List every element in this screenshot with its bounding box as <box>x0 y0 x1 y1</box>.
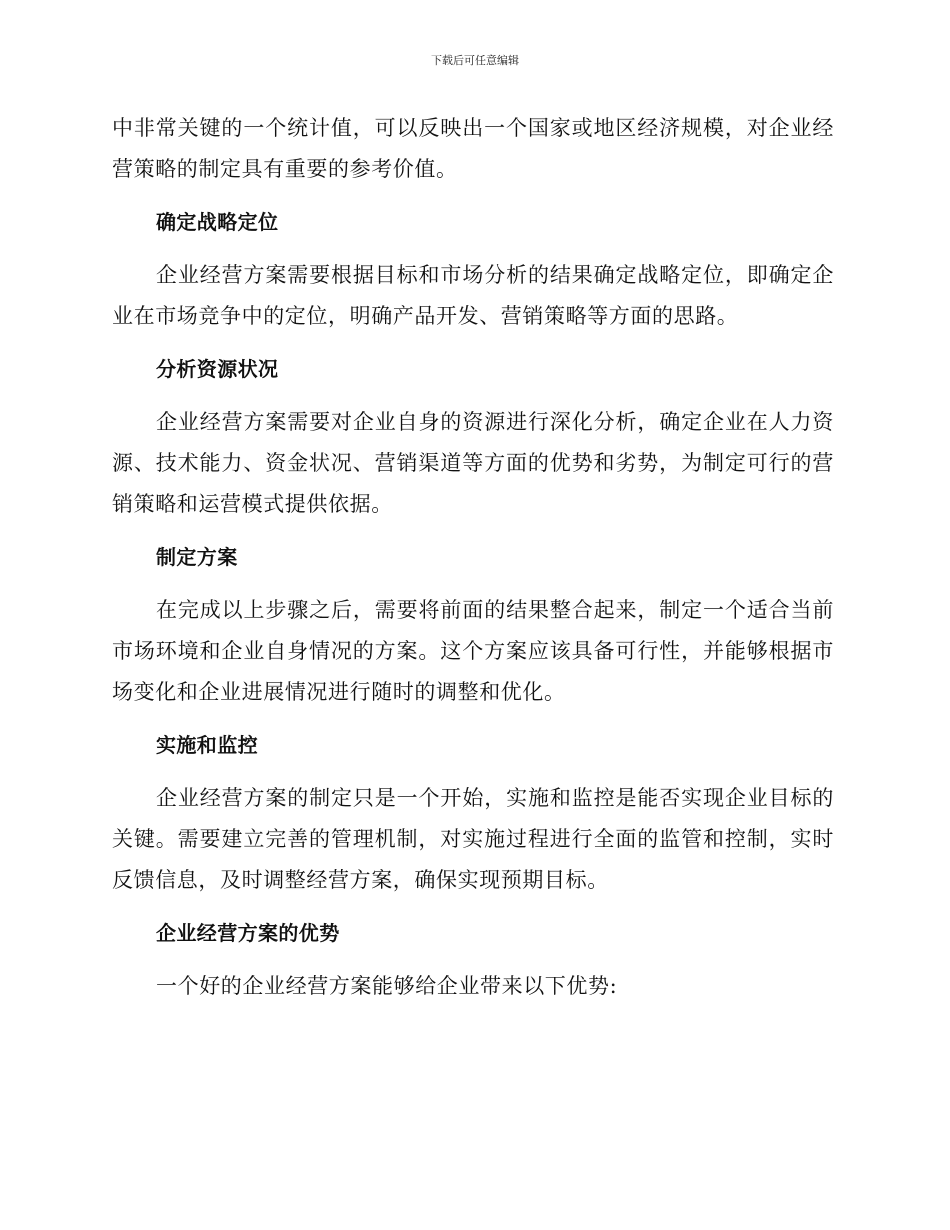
document-body <box>112 108 834 1007</box>
section-body-advantages: 一个好的企业经营方案能够给企业带来以下优势: <box>156 974 618 998</box>
section-body-resource-analysis: 企业经营方案需要对企业自身的资源进行深化分析，确定企业在人力资源、技术能力、资金状况、营销渠道等方面的优势和劣势，为制定可行的营销策略和运营模式提供依据。 <box>112 410 834 516</box>
page-header: 下载后可任意编辑 <box>431 54 519 67</box>
section-body-implementation-monitoring: 企业经营方案的制定只是一个开始，实施和监控是能否实现企业目标的关键。需要建立完善的管理机制，对实施过程进行全面的监管和控制，实时反馈信息，及时调整经营方案，确保实现预期目标。 <box>112 786 834 892</box>
section-body-strategic-positioning: 企业经营方案需要根据目标和市场分析的结果确定战略定位，即确定企业在市场竞争中的定位，明确产品开发、营销策略等方面的思路。 <box>112 263 834 328</box>
section-heading-plan-formulation: 制定方案 <box>156 545 238 569</box>
section-heading-strategic-positioning: 确定战略定位 <box>156 210 279 234</box>
section-heading-advantages: 企业经营方案的优势 <box>156 921 340 945</box>
intro-continuation-paragraph: 中非常关键的一个统计值，可以反映出一个国家或地区经济规模，对企业经营策略的制定具有重要的参考价值。 <box>112 116 834 181</box>
section-body-plan-formulation: 在完成以上步骤之后，需要将前面的结果整合起来，制定一个适合当前市场环境和企业自身情况的方案。这个方案应该具备可行性，并能够根据市场变化和企业进展情况进行随时的调整和优化。 <box>112 598 834 704</box>
section-heading-implementation-monitoring: 实施和监控 <box>156 733 258 757</box>
section-heading-resource-analysis: 分析资源状况 <box>156 357 279 381</box>
